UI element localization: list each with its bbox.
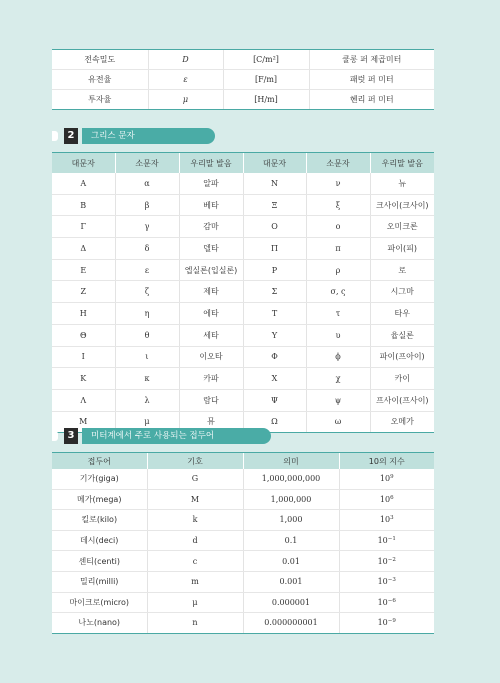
prefix-meaning: 0.001 — [243, 571, 339, 592]
korean-reading: 감마 — [179, 216, 243, 238]
korean-reading: 로 — [370, 259, 434, 281]
prefix-symbol: M — [147, 489, 243, 510]
table-row — [52, 303, 434, 325]
quantity-name: 유전율 — [52, 70, 148, 90]
lower-letter: θ — [115, 324, 179, 346]
upper-letter: Ξ — [243, 194, 306, 216]
power-base: 10 — [377, 536, 388, 546]
korean-reading: 시그마 — [370, 281, 434, 303]
upper-letter: Ι — [52, 346, 115, 368]
table-header-row — [52, 153, 434, 174]
power-base: 10 — [377, 556, 388, 566]
power-base: 10 — [379, 474, 391, 484]
korean-reading: 파이(프아이) — [370, 346, 434, 368]
korean-reading: 세타 — [179, 324, 243, 346]
prefix-symbol: G — [147, 469, 243, 489]
power-base: 10 — [379, 494, 391, 504]
lower-letter: α — [115, 173, 179, 194]
power-exponent: 9 — [390, 474, 394, 481]
lower-letter: ξ — [306, 194, 370, 216]
quantity-symbol: D — [148, 50, 223, 70]
prefix-meaning: 0.000001 — [243, 592, 339, 613]
lower-letter: υ — [306, 324, 370, 346]
lower-letter: λ — [115, 389, 179, 411]
power-exponent: −6 — [387, 597, 396, 604]
quantity-unit: [C/m²] — [223, 50, 309, 70]
table-row — [52, 259, 434, 281]
power-of-ten — [339, 551, 434, 572]
table-row — [52, 173, 434, 194]
prefix-symbol: μ — [147, 592, 243, 613]
korean-reading: 오메가 — [370, 411, 434, 433]
lower-letter: σ, ς — [306, 281, 370, 303]
korean-reading: 프사이(프사이) — [370, 389, 434, 411]
upper-letter: Ν — [243, 173, 306, 194]
quantity-name: 투자율 — [52, 90, 148, 110]
prefix-symbol: m — [147, 571, 243, 592]
table-row — [52, 571, 434, 592]
table-row — [52, 489, 434, 510]
power-exponent: −2 — [387, 556, 396, 563]
lower-letter: η — [115, 303, 179, 325]
prefix-name: 밀리(milli) — [52, 571, 147, 592]
power-of-ten — [339, 469, 434, 489]
column-header: 10의 지수 — [339, 453, 434, 470]
upper-letter: Ψ — [243, 389, 306, 411]
prefix-meaning: 0.1 — [243, 530, 339, 551]
table-row — [52, 216, 434, 238]
prefix-name: 킬로(kilo) — [52, 510, 147, 531]
table-row — [52, 281, 434, 303]
section-number: 3 — [64, 428, 78, 444]
upper-letter: Ε — [52, 259, 115, 281]
column-header: 의미 — [243, 453, 339, 470]
lower-letter: μ — [115, 411, 179, 433]
upper-letter: Τ — [243, 303, 306, 325]
upper-letter: Χ — [243, 368, 306, 390]
table-row — [52, 551, 434, 572]
lower-letter: δ — [115, 238, 179, 260]
power-base: 10 — [377, 597, 388, 607]
korean-reading: 엡실론(입실론) — [179, 259, 243, 281]
korean-reading: 카파 — [179, 368, 243, 390]
prefix-meaning: 1,000,000,000 — [243, 469, 339, 489]
lower-letter: β — [115, 194, 179, 216]
column-header: 접두어 — [52, 453, 147, 470]
upper-letter: Β — [52, 194, 115, 216]
power-exponent: −3 — [387, 577, 396, 584]
power-exponent: −9 — [387, 618, 396, 625]
lower-letter: ι — [115, 346, 179, 368]
table-header-row — [52, 453, 434, 470]
power-exponent: 3 — [390, 515, 394, 522]
upper-letter: Α — [52, 173, 115, 194]
korean-reading: 카이 — [370, 368, 434, 390]
korean-reading: 베타 — [179, 194, 243, 216]
lower-letter: ζ — [115, 281, 179, 303]
prefix-name: 데시(deci) — [52, 530, 147, 551]
prefix-symbol: n — [147, 613, 243, 634]
lower-letter: ρ — [306, 259, 370, 281]
table-row — [52, 70, 434, 90]
units-table — [52, 49, 434, 110]
korean-reading: 델타 — [179, 238, 243, 260]
upper-letter: Ζ — [52, 281, 115, 303]
power-of-ten — [339, 530, 434, 551]
power-base: 10 — [377, 618, 388, 628]
power-of-ten — [339, 592, 434, 613]
korean-reading: 뉴 — [370, 173, 434, 194]
prefix-meaning: 0.01 — [243, 551, 339, 572]
korean-reading: 파이(피) — [370, 238, 434, 260]
power-of-ten — [339, 613, 434, 634]
column-header: 대문자 — [52, 153, 115, 174]
upper-letter: Σ — [243, 281, 306, 303]
upper-letter: Δ — [52, 238, 115, 260]
table-row — [52, 368, 434, 390]
column-header: 소문자 — [115, 153, 179, 174]
lower-letter: π — [306, 238, 370, 260]
table-row — [52, 50, 434, 70]
section-tab-marker — [52, 431, 58, 441]
upper-letter: Ω — [243, 411, 306, 433]
table-row — [52, 389, 434, 411]
column-header: 우리말 발음 — [370, 153, 434, 174]
quantity-symbol: μ — [148, 90, 223, 110]
korean-reading: 람다 — [179, 389, 243, 411]
prefix-name: 기가(giga) — [52, 469, 147, 489]
table-row — [52, 469, 434, 489]
prefix-meaning: 0.000000001 — [243, 613, 339, 634]
power-of-ten — [339, 489, 434, 510]
upper-letter: Λ — [52, 389, 115, 411]
power-exponent: 6 — [390, 494, 394, 501]
column-header: 우리말 발음 — [179, 153, 243, 174]
upper-letter: Μ — [52, 411, 115, 433]
quantity-unit: [H/m] — [223, 90, 309, 110]
table-row — [52, 510, 434, 531]
power-of-ten — [339, 510, 434, 531]
lower-letter: ϕ — [306, 346, 370, 368]
prefix-meaning: 1,000 — [243, 510, 339, 531]
prefix-symbol: c — [147, 551, 243, 572]
lower-letter: τ — [306, 303, 370, 325]
lower-letter: κ — [115, 368, 179, 390]
upper-letter: Ο — [243, 216, 306, 238]
power-exponent: −1 — [387, 536, 396, 543]
quantity-unit: [F/m] — [223, 70, 309, 90]
upper-letter: Ρ — [243, 259, 306, 281]
prefix-symbol: k — [147, 510, 243, 531]
prefix-symbol: d — [147, 530, 243, 551]
korean-reading: 알파 — [179, 173, 243, 194]
prefix-meaning: 1,000,000 — [243, 489, 339, 510]
table-row — [52, 346, 434, 368]
korean-reading: 제타 — [179, 281, 243, 303]
table-row — [52, 238, 434, 260]
korean-reading: 이오타 — [179, 346, 243, 368]
power-base: 10 — [379, 515, 391, 525]
quantity-symbol: ε — [148, 70, 223, 90]
lower-letter: ε — [115, 259, 179, 281]
section-title: 그리스 문자 — [82, 128, 215, 144]
metric-prefix-table — [52, 452, 434, 634]
korean-reading: 오미크론 — [370, 216, 434, 238]
column-header: 기호 — [147, 453, 243, 470]
lower-letter: ο — [306, 216, 370, 238]
upper-letter: Φ — [243, 346, 306, 368]
quantity-name: 전속밀도 — [52, 50, 148, 70]
korean-reading: 윱실론 — [370, 324, 434, 346]
table-row — [52, 613, 434, 634]
upper-letter: Θ — [52, 324, 115, 346]
korean-reading: 크사이(크사이) — [370, 194, 434, 216]
power-of-ten — [339, 571, 434, 592]
lower-letter: ω — [306, 411, 370, 433]
table-row — [52, 194, 434, 216]
section-title: 미터계에서 주로 사용되는 접두어 — [82, 428, 271, 444]
korean-reading: 뮤 — [179, 411, 243, 433]
korean-reading: 에타 — [179, 303, 243, 325]
lower-letter: ν — [306, 173, 370, 194]
table-row — [52, 592, 434, 613]
table-row — [52, 90, 434, 110]
upper-letter: Η — [52, 303, 115, 325]
prefix-name: 나노(nano) — [52, 613, 147, 634]
korean-reading: 타우 — [370, 303, 434, 325]
upper-letter: Γ — [52, 216, 115, 238]
table-row — [52, 530, 434, 551]
lower-letter: ψ — [306, 389, 370, 411]
unit-reading: 헨리 퍼 미터 — [309, 90, 434, 110]
upper-letter: Κ — [52, 368, 115, 390]
upper-letter: Υ — [243, 324, 306, 346]
section-number: 2 — [64, 128, 78, 144]
table-row — [52, 324, 434, 346]
prefix-name: 센티(centi) — [52, 551, 147, 572]
prefix-name: 메가(mega) — [52, 489, 147, 510]
lower-letter: χ — [306, 368, 370, 390]
lower-letter: γ — [115, 216, 179, 238]
column-header: 대문자 — [243, 153, 306, 174]
column-header: 소문자 — [306, 153, 370, 174]
prefix-name: 마이크로(micro) — [52, 592, 147, 613]
power-base: 10 — [377, 577, 388, 587]
greek-alphabet-table — [52, 152, 434, 433]
section-tab-marker — [52, 131, 58, 141]
unit-reading: 쿨롱 퍼 제곱미터 — [309, 50, 434, 70]
unit-reading: 패럿 퍼 미터 — [309, 70, 434, 90]
upper-letter: Π — [243, 238, 306, 260]
